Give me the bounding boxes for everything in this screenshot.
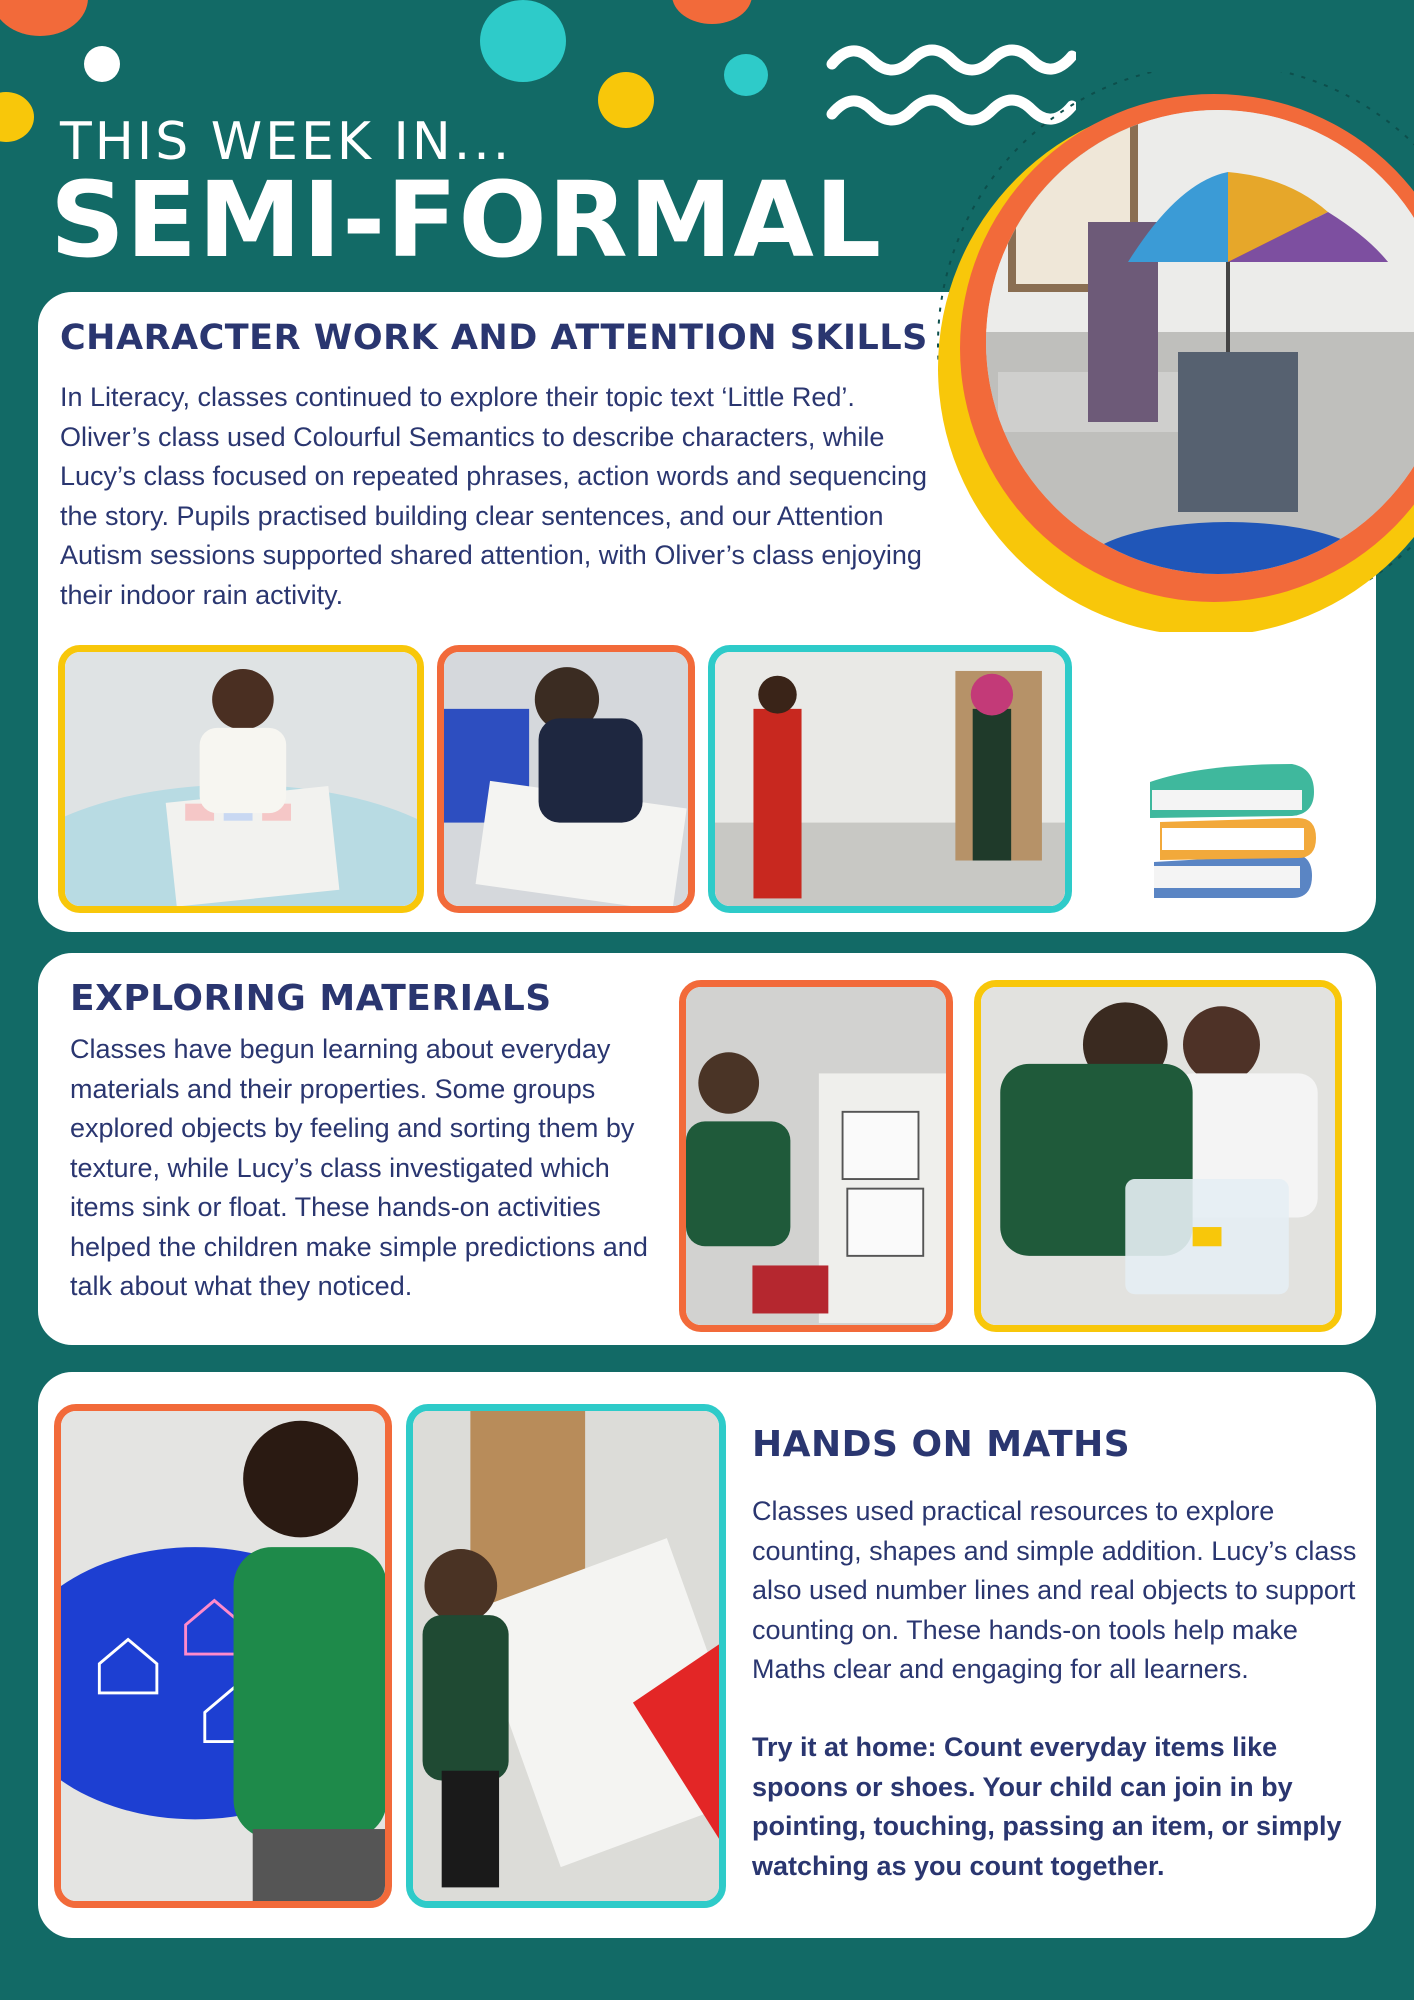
try-at-home-tip: Try it at home: Count everyday items like spoons or shoes. Your child can join in by pointing, touching, passing an item, or simply watching as you count together. [752,1732,1342,1881]
decor-dot-orange-top [672,0,752,24]
circle-photo-rain-activity [928,72,1414,632]
photo-number-line [406,1404,726,1908]
stacked-books-icon [1142,758,1322,902]
decor-dot-yellow-left [0,92,34,142]
photo-little-red-roleplay [708,645,1072,913]
section-heading-maths: HANDS ON MATHS [752,1424,1131,1465]
section-body-character: In Literacy, classes continued to explore their topic text ‘Little Red’. Oliver’s class used Colourful Semantics to describe characters, while Lucy’s class focused on repeated phrases, action words and sequencing the story. Pupils practised building clear sentences, and our Attention Autism sessions supported shared attention, with Oliver’s class enjoying their indoor rain activity. [60,382,928,610]
decor-dot-teal-small [724,54,768,96]
photo-boy-drawing [437,645,695,913]
section-heading-character: CHARACTER WORK AND ATTENTION SKILLS [60,318,928,358]
photo-feeling-sorting [679,980,953,1332]
header-kicker: THIS WEEK IN... [60,112,513,172]
decor-dot-teal-large [480,0,566,82]
header-title: SEMI-FORMAL [50,159,883,281]
decor-dot-white [84,46,120,82]
section-heading-materials: EXPLORING MATERIALS [70,978,552,1019]
section-body-materials: Classes have begun learning about everyday materials and their properties. Some groups explored objects by feeling and sorting them by texture, while Lucy’s class investigated which items sink or float. These hands-on activities helped the children make simple predictions and talk about what they noticed. [70,1034,648,1301]
photo-counting-houses [54,1404,392,1908]
section-body-maths: Classes used practical resources to explore counting, shapes and simple addition. Lucy’s class also used number lines and real objects to support counting on. These hands-on tools help make Maths clear and engaging for all learners. [752,1496,1357,1684]
photo-sink-or-float [974,980,1342,1332]
decor-dot-yellow [598,72,654,128]
decor-dot-orange-left [0,0,88,36]
photo-colourful-semantics-board [58,645,424,913]
